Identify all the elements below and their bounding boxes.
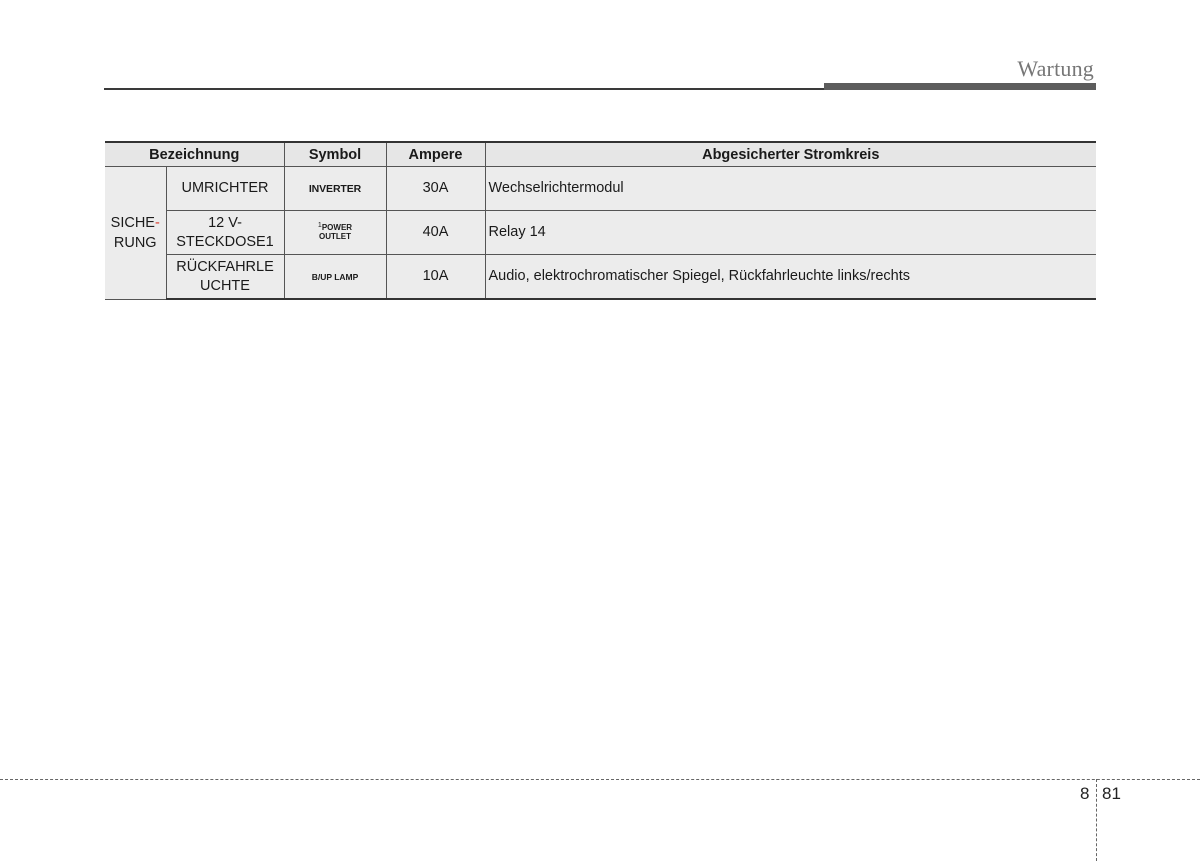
fuse-symbol — [284, 167, 386, 211]
chapter-number: 8 — [1080, 784, 1090, 803]
fuse-symbol-line1: POWER — [321, 222, 353, 232]
fuse-name — [166, 255, 284, 300]
fuse-amps: 10A — [386, 255, 485, 300]
footer-divider — [1096, 779, 1097, 861]
fuse-name — [166, 211, 284, 255]
group-label-line1: SICHE — [110, 214, 155, 231]
column-header-bezeichnung: Bezeichnung — [105, 142, 284, 167]
fuse-symbol-line2: OUTLET — [318, 231, 351, 241]
fuse-symbol-label: INVERTER — [308, 182, 362, 195]
header-accent-bar — [824, 83, 1096, 90]
column-header-circuit: Abgesicherter Stromkreis — [485, 142, 1096, 167]
fuse-circuit: Wechselrichtermodul — [485, 167, 1096, 211]
fuse-symbol — [284, 255, 386, 300]
fuse-symbol-label — [318, 221, 352, 241]
fuse-name-line2: STECKDOSE1 — [176, 233, 274, 250]
table-header-row — [105, 142, 1096, 167]
fuse-circuit: Relay 14 — [485, 211, 1096, 255]
fuse-amps: 40A — [386, 211, 485, 255]
column-header-ampere: Ampere — [386, 142, 485, 167]
fuse-name-line1: 12 V- — [208, 214, 242, 231]
table-row — [105, 167, 1096, 211]
group-label-line2: RUNG — [113, 234, 157, 251]
fuse-symbol-superscript: 1 — [317, 221, 322, 229]
fuse-symbol — [284, 211, 386, 255]
fuse-table — [105, 141, 1096, 300]
fuse-name-line1: UMRICHTER — [181, 180, 269, 196]
footer-rule — [0, 779, 1200, 780]
section-title: Wartung — [1017, 56, 1094, 81]
column-header-symbol: Symbol — [284, 142, 386, 167]
group-label — [105, 167, 166, 300]
fuse-name — [166, 167, 284, 211]
table-row — [105, 211, 1096, 255]
fuse-circuit: Audio, elektrochromatischer Spiegel, Rückfahrleuchte links/rechts — [485, 255, 1096, 300]
page-number: 81 — [1102, 784, 1121, 803]
fuse-symbol-label: B/UP LAMP — [311, 271, 359, 282]
fuse-name-line1: RÜCKFAHRLE — [176, 258, 274, 275]
fuse-name-line2: UCHTE — [200, 277, 250, 294]
group-label-hyphen: - — [154, 214, 160, 231]
fuse-amps: 30A — [386, 167, 485, 211]
header-rule — [104, 88, 824, 90]
table-row — [105, 255, 1096, 300]
